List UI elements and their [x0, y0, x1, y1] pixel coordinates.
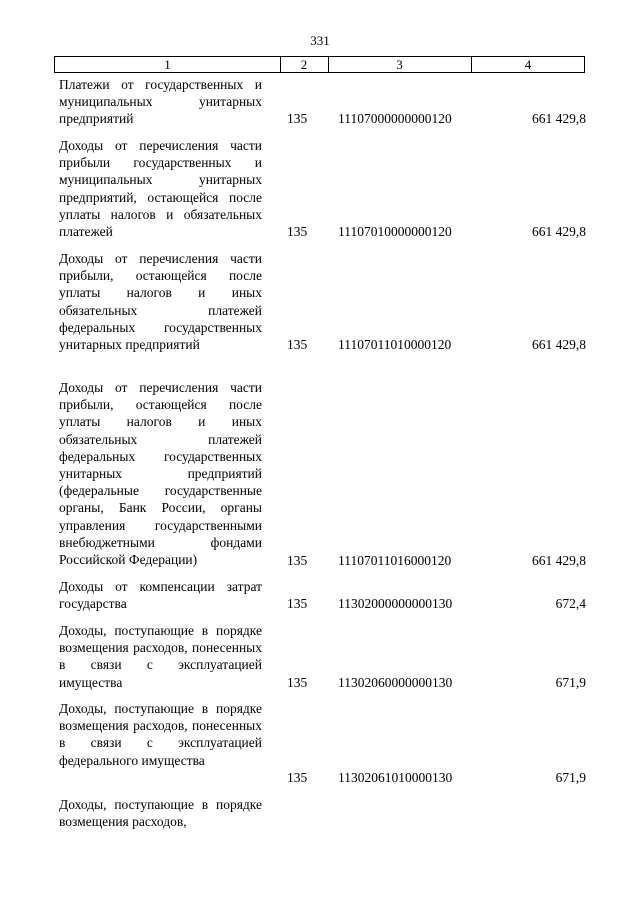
row-kbk: 11302060000000130	[338, 675, 453, 690]
row-name: Доходы, поступающие в порядке возмещения расходов, понесенных в связи с эксплуатацией федерального имущества	[59, 701, 262, 768]
row-amount: 661 429,8	[532, 224, 586, 239]
row-kbk: 11302000000000130	[338, 596, 453, 611]
row-amount: 661 429,8	[532, 553, 586, 568]
row-amount: 672,4	[555, 596, 586, 611]
row-code: 135	[287, 337, 308, 352]
row-kbk: 11107011010000120	[338, 337, 452, 352]
row-name: Доходы от перечисления части прибыли, остающейся после уплаты налогов и иных обязательных платежей федеральных государственных унитарных предприятий	[59, 251, 262, 353]
header-col-4: 4	[524, 57, 532, 72]
row-kbk: 11107000000000120	[338, 111, 452, 126]
row-name: Доходы, поступающие в порядке возмещения расходов, понесенных в связи с эксплуатацией имущества	[59, 623, 262, 690]
table-header	[54, 56, 585, 73]
row-name: Доходы от компенсации затрат государства	[59, 579, 262, 612]
row-name: Доходы от перечисления части прибыли государственных и муниципальных унитарных предприятий, остающейся после уплаты налогов и обязательных платежей	[59, 138, 262, 240]
row-code: 135	[287, 111, 308, 126]
header-col-3: 3	[396, 57, 403, 72]
row-kbk: 11107010000000120	[338, 224, 452, 239]
row-code: 135	[287, 596, 308, 611]
row-kbk: 11302061010000130	[338, 770, 453, 785]
row-name: Доходы, поступающие в порядке возмещения расходов,	[59, 797, 262, 830]
row-kbk: 11107011016000120	[338, 553, 452, 568]
row-code: 135	[287, 553, 308, 568]
header-col-1: 1	[164, 57, 171, 72]
row-name: Платежи от государственных и муниципальных унитарных предприятий	[59, 77, 262, 127]
row-code: 135	[287, 675, 308, 690]
row-amount: 671,9	[555, 675, 586, 690]
row-name: Доходы от перечисления части прибыли, остающейся после уплаты налогов и иных обязательных платежей федеральных государственных унитарных предприятий (федеральные государственные органы, Банк России, органы управления государственными внебюджетными фондами Российской Федерации)	[59, 380, 262, 568]
row-code: 135	[287, 224, 308, 239]
row-amount: 661 429,8	[532, 337, 586, 352]
header-col-2: 2	[300, 57, 308, 72]
page-number: 331	[310, 33, 330, 48]
row-code: 135	[287, 770, 308, 785]
row-amount: 671,9	[555, 770, 586, 785]
row-amount: 661 429,8	[532, 111, 586, 126]
